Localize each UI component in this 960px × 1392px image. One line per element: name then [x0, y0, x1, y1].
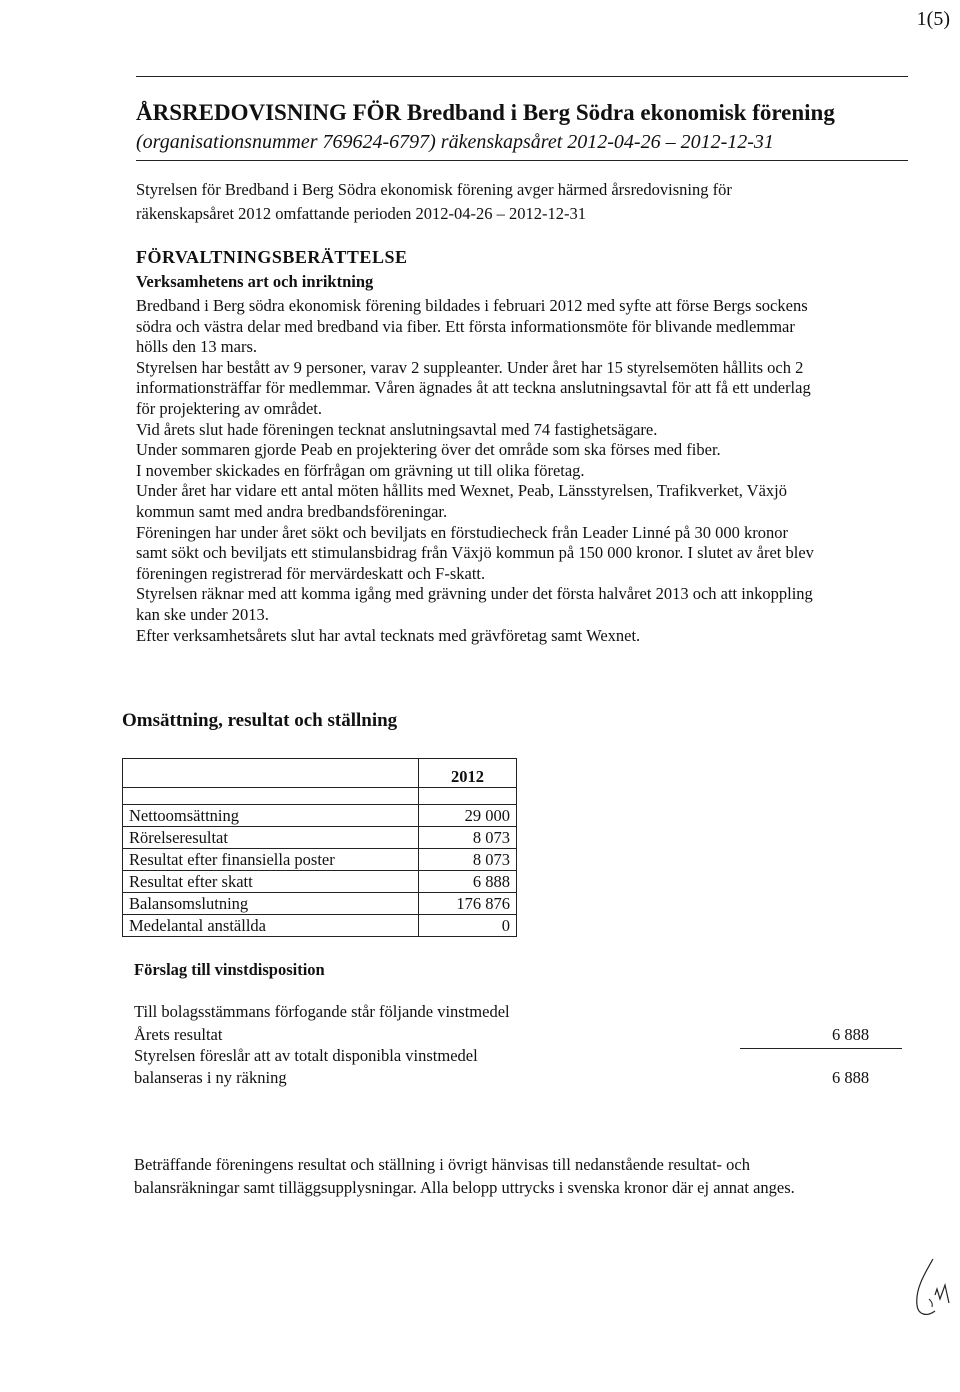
body-line: Föreningen har under året sökt och beviljats en förstudiecheck från Leader Linné på 30 000 kronor: [136, 522, 788, 542]
body-line: samt sökt och beviljats ett stimulansbidrag från Växjö kommun på 150 000 kronor. I slutet av året blev: [136, 543, 814, 563]
body-line: Efter verksamhetsårets slut har avtal tecknats med grävföretag samt Wexnet.: [136, 625, 641, 645]
table-row: [123, 849, 517, 871]
document-subtitle: (organisationsnummer 769624-6797) räkenskapsåret 2012-04-26 – 2012-12-31: [136, 131, 774, 153]
row-value: 6 888: [419, 871, 517, 893]
balanseras-label: balanseras i ny räkning: [134, 1068, 287, 1087]
header-bottom-rule: [136, 160, 908, 161]
section-heading-omsattning: Omsättning, resultat och ställning: [122, 710, 398, 731]
body-line: södra och västra delar med bredband via fiber. Ett första informationsmöte för blivande medlemmar: [136, 316, 795, 336]
closing-line: balansräkningar samt tilläggsupplysningar. Alla belopp uttrycks i svenska kronor där ej annat anges.: [134, 1178, 795, 1197]
body-line: Styrelsen räknar med att komma igång med grävning under det första halvåret 2013 och att inkoppling: [136, 584, 813, 604]
body-line: Under året har vidare ett antal möten hållits med Wexnet, Peab, Länsstyrelsen, Trafikverket, Växjö: [136, 481, 788, 501]
closing-line: Beträffande föreningens resultat och ställning i övrigt hänvisas till nedanstående resultat- och: [134, 1155, 750, 1174]
body-line: kan ske under 2013.: [136, 604, 269, 624]
arets-resultat-label: Årets resultat: [134, 1025, 223, 1044]
body-line: Styrelsen har bestått av 9 personer, varav 2 suppleanter. Under året har 15 styrelsemöten hållits och 2: [136, 357, 804, 377]
table-row: [123, 827, 517, 849]
row-label: Resultat efter skatt: [123, 871, 419, 893]
row-value: 176 876: [419, 893, 517, 915]
table-header-row: [123, 759, 517, 788]
intro-paragraph: [136, 178, 916, 226]
body-line: för projektering av området.: [136, 398, 323, 418]
amount-underline: [740, 1048, 902, 1049]
body-line: Under sommaren gjorde Peab en projektering över det område som ska förses med fiber.: [136, 440, 721, 460]
table-row: [123, 805, 517, 827]
section-heading-forvaltning: FÖRVALTNINGSBERÄTTELSE: [136, 247, 408, 267]
balanseras-value: 6 888: [832, 1068, 870, 1087]
row-value: 8 073: [419, 827, 517, 849]
document-title: ÅRSREDOVISNING FÖR Bredband i Berg Södra ekonomisk förening: [136, 100, 835, 125]
closing-paragraph: [134, 1153, 914, 1199]
spacer-cell: [419, 788, 517, 805]
row-label: Resultat efter finansiella poster: [123, 849, 419, 871]
year-header: 2012: [419, 759, 517, 788]
row-value: 8 073: [419, 849, 517, 871]
header-top-rule: [136, 76, 908, 77]
body-line: föreningen registrerad för mervärdeskatt och F-skatt.: [136, 563, 486, 583]
body-line: kommun samt med andra bredbandsföreningar.: [136, 501, 448, 521]
row-label: Balansomslutning: [123, 893, 419, 915]
header-empty-cell: [123, 759, 419, 788]
arets-resultat-value: 6 888: [832, 1025, 870, 1044]
row-label: Medelantal anställda: [123, 915, 419, 937]
body-line: I november skickades en förfrågan om grävning ut till olika företag.: [136, 460, 585, 480]
row-label: Nettoomsättning: [123, 805, 419, 827]
forslag-proposal-line: Styrelsen föreslår att av totalt disponibla vinstmedel: [134, 1046, 478, 1065]
table-row: [123, 871, 517, 893]
intro-line: räkenskapsåret 2012 omfattande perioden 2012-04-26 – 2012-12-31: [136, 204, 586, 223]
spacer-cell: [123, 788, 419, 805]
row-value: 0: [419, 915, 517, 937]
body-line: Bredband i Berg södra ekonomisk förening bildades i februari 2012 med syfte att förse Bergs sockens: [136, 296, 808, 315]
forslag-intro-line: Till bolagsstämmans förfogande står följande vinstmedel: [134, 1002, 510, 1021]
row-label: Rörelseresultat: [123, 827, 419, 849]
page-number: 1(5): [916, 8, 950, 30]
financial-summary-table: [122, 758, 517, 937]
intro-line: Styrelsen för Bredband i Berg Södra ekonomisk förening avger härmed årsredovisning för: [136, 180, 732, 199]
body-line: hölls den 13 mars.: [136, 337, 257, 357]
section-heading-forslag: Förslag till vinstdisposition: [134, 960, 325, 979]
forvaltning-body: [136, 296, 916, 646]
table-row: [123, 893, 517, 915]
body-line: Vid årets slut hade föreningen tecknat anslutningsavtal med 74 fastighetsägare.: [136, 419, 658, 439]
table-spacer-row: [123, 788, 517, 805]
body-line: informationsträffar för medlemmar. Våren ägnades åt att teckna anslutningsavtal för att få ett underlag: [136, 378, 811, 398]
row-value: 29 000: [419, 805, 517, 827]
subheading-verksamhet: Verksamhetens art och inriktning: [136, 272, 374, 291]
table-row: [123, 915, 517, 937]
signature-initials: [905, 1255, 955, 1325]
